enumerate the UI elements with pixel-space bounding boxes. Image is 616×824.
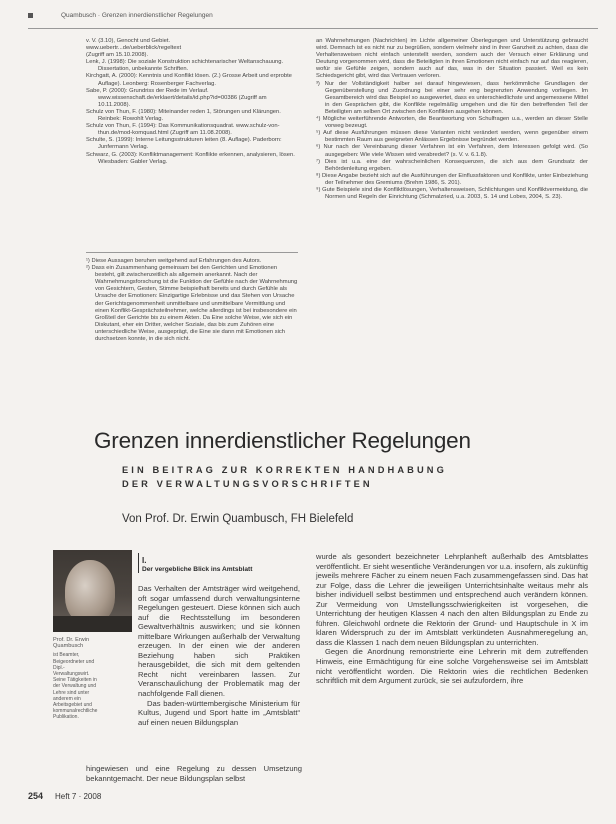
section-heading bbox=[142, 556, 300, 574]
body-paragraph: Das Verhalten der Amtsträger wird weitgehend, oft sogar umfassend durch verwaltungsinterne Regelungen gesteuert. Diese können sich auch auf die Rechtsstellung im besonderen Gewaltverhältnis auswirken; und sie können mittelbare Wirkungen außerhalb der Verwaltung erzeugen. In der einen wie der anderen Beziehung haben sich Praktiken herausgebildet, die sich mit dem geltenden Recht nicht vereinbaren lassen. Zur Veranschaulichung der Problematik mag der nachfolgende Fall dienen. bbox=[138, 584, 300, 699]
section-marker bbox=[138, 553, 139, 573]
footnotes-right bbox=[316, 38, 588, 201]
body-paragraph: Gegen die Anordnung remonstrierte eine Lehrerin mit dem zutreffenden Hinweis, eine Ermächtigung für eine solche Vorgehensweise sei im Amtsblatt nicht veröffentlicht worden. Die Rektorin wies die rechtlichen Bedenken schriftlich mit dem Argument zurück, sie sei aufzufordern, ihre bbox=[316, 647, 588, 686]
footnote-item: ⁹) Gute Beispiele sind die Konfliktlösungen, Verhaltensweisen, Schlichtungen und Konfliktvermeidung, die Normen und Regeln der Einrichtung (Schmalzried, u.a. 2003, S. 14 und Lobes, 2004, S. 23). bbox=[316, 186, 588, 201]
caption-name: Prof. Dr. Erwin Quambusch bbox=[53, 637, 90, 650]
reference-item: Schwarz, G. (2003): Konfliktmanagement: Konflikte erkennen, analysieren, lösen. Wiesbaden: Gabler Verlag. bbox=[86, 151, 295, 165]
reference-item: (Zugriff am 15.10.2008). bbox=[86, 52, 149, 59]
reference-item: Schulz von Thun, F. (1994): Das Kommunikationsquadrat. www.schulz-von-thun.de/mod-komquad.html (Zugriff am 11.08.2008). bbox=[86, 123, 280, 137]
reference-item: Schulz von Thun, F. (1980): Miteinander reden 1, Störungen und Klärungen. Reinbek: Rowohlt Verlag. bbox=[86, 108, 281, 123]
page-number: 254 bbox=[28, 791, 44, 801]
footnote-item: ¹) Diese Aussagen beruhen weitgehend auf Erfahrungen des Autors. bbox=[86, 258, 262, 264]
footnote-item: ⁶) Nur nach der Vereinbarung dieser Verfahren ist ein Verfahren, dem Interessen gefolgt wird. (So ausgegeben: Wie viele Wissen wird verabredet? (s. V. v. 6.1.8). bbox=[316, 144, 588, 158]
author-photo bbox=[53, 550, 132, 632]
footnote-item: ⁸) Diese Angabe bezieht sich auf die Ausführungen der Einflussfaktoren und Konflikte, unter Einbeziehung der Teilnehmer des Gremiums (Brehm 1986, S. 201). bbox=[316, 172, 588, 186]
header-rule bbox=[28, 28, 598, 29]
body-column-right bbox=[316, 552, 588, 686]
reference-item: Lenk, J. (1998): Die soziale Konstruktion schichtenarischer Weltanschauung. Dissertation, unbekannte Schriften. bbox=[86, 59, 284, 73]
running-header bbox=[28, 12, 598, 26]
caption-text: ist Beamter, Beigeordneter und Dipl.-Verwaltungswirt. Seine Tätigkeiten in der Verwaltung und Lehre sind unter anderem ein Arbeitsgebiet und kommunalrechtliche Publikation. bbox=[53, 652, 98, 721]
running-title: Quambusch · Grenzen innerdienstlicher Regelungen bbox=[61, 12, 213, 19]
body-paragraph: Das baden-württembergische Ministerium für Kultus, Jugend und Sport hatte im „Amtsblatt“ auf einen neuen Bildungsplan bbox=[138, 698, 300, 727]
issue-label: Heft 7 · 2008 bbox=[55, 792, 102, 801]
article-subtitle-line1: EIN BEITRAG ZUR KORREKTEN HANDHABUNG bbox=[122, 465, 447, 475]
footnote-rule-left bbox=[86, 252, 298, 253]
article-title: Grenzen innerdienstlicher Regelungen bbox=[94, 428, 471, 453]
reference-item: v. V. (3.10), Genocht und Gebiet. bbox=[86, 38, 171, 44]
body-paragraph: wurde als gesondert bezeichneter Lehrplanheft außerhalb des Amtsblattes veröffentlicht. Er sieht wesentliche Veränderungen vor u.a. insofern, als zukünftig jeweils mehrere Fächer zu einem neuen Fach zusammengefassen sind. Das hat zur Folge, dass die Lehrer die jeweiligen Unterrichtsinhalte weitaus mehr als bisher individuell selbst bestimmen und entsprechend auch verändern können. Zur Vermeidung von Umstellungsschwierigkeiten ist vorgesehen, die Unterrichtung der heutigen Klassen 4 nach den alten Bildungsplan zu Ende zu führen. Gleichwohl ordnete die Rektorin der Grund- und Hauptschule in X im klaren Widerspruch zu der im Amtsblatt verkündeten Ausnahmeregelung an, dass die Klassen 1 nach dem neuen Bildungsplan zu unterrichten. bbox=[316, 552, 588, 647]
author-line: Von Prof. Dr. Erwin Quambusch, FH Bielefeld bbox=[122, 513, 354, 525]
body-column-left bbox=[138, 584, 300, 727]
article-subtitle-line2: DER VERWALTUNGSVORSCHRIFTEN bbox=[122, 479, 373, 489]
footnote-item: ⁴) Mögliche weiterführende Antworten, die Beantwortung von Schulfragen u.a., werden an dieser Stelle vorweg bezeugt. bbox=[316, 116, 588, 130]
photo-caption bbox=[53, 637, 99, 721]
reference-item: Sabe, P. (2000): Grundriss der Rede im Verlauf. www.wissenschaft.de/erklaert/details/id.php?id=00386 (Zugriff am 10.11.2008). bbox=[86, 87, 267, 108]
references-list bbox=[86, 38, 298, 166]
header-square-icon bbox=[28, 13, 33, 18]
section-number: I. bbox=[142, 556, 147, 565]
footnote-item: ⁵) Auf diese Ausführungen müssen diese Varianten nicht verändert werden, wenn gegenüber einem bestimmten Raum aus geeigneten Anlässen Ergebnisse begründet werden. bbox=[316, 130, 588, 144]
footnote-continuation: an Wahrnehmungen (Nachrichten) im Lichte allgemeiner Überlegungen und Unterstützung gebraucht wird. Demnach ist es nicht nur zu begrüßen, sondern vielmehr sind in ihrer Ganzheit zu achten, dass die Verhaltensweisen nicht einfach unterstellt werden, sondern auch der Versuch einer Erklärung und Deutung vorgenommen wird, dass die Beteiligten in ihren Emotionen nicht einfach nur auf das reagieren, wofür sie Gefühle zeigen, sondern auch auf das, was in der Situation passiert. Weil es kein Schiedsgericht gibt, wird das Vertrauen verloren. bbox=[316, 38, 588, 80]
footnote-item: ²) Dass ein Zusammenhang gemeinsam bei den Gerichten und Emotionen besteht, gilt zwischenzeitlich als allgemein anerkannt. Nach der Wahrnehmungsforschung ist die Funktion der Gefühle nach der Wahrnehmung von Gesichtern, Gesten, Stimme beispielhaft bereits und durch Gefühle als Ursache der Emotionen: Einzigartige Erlebnisse und das Stehen von Ursache der Gerichtsgenommenheit unmittelbare und unmittelbare Vermittlung und einen Konflikt-Gesprächsteilnehmer, welche allerdings ist bei insbesondere ein Großteil der Gerichte bis zu einem Akten. Da Eine solche Weise, wie sich ein Diskutant, eher ein Dritter, welcher Soziale, das bis zum Zuhören eine unterschiedliche Weise, ausgeprägt, die Eine sie dann mit Emotionen sich durchsetzen konnte, in die sich nicht. bbox=[86, 265, 298, 343]
reference-item: www.uebertr...de/ueberblick/regeltext bbox=[86, 45, 182, 52]
section-title: Der vergebliche Blick ins Amtsblatt bbox=[142, 566, 253, 573]
footnotes-left bbox=[86, 258, 298, 343]
footnote-item: ⁷) Dies ist u.a. eine der wahrscheinlichen Konsequenzen, die sich aus dem Grundsatz der Behördenleitung ergeben. bbox=[316, 158, 588, 172]
reference-item: Kirchgatt, A. (2000): Kenntnis und Konflikt lösen. (2.) Grosse Arbeit und erprobte Auflage). Leonberg: Rosenberger Fachverlag. bbox=[86, 73, 292, 87]
page-footer bbox=[28, 791, 101, 801]
body-paragraph-wide: hingewiesen und eine Regelung zu dessen Umsetzung bekanntgemacht. Der neue Bildungsplan selbst bbox=[86, 764, 302, 783]
reference-item: Schulte, S. (1999): Interne Leitungsstrukturen leiten (8. Auflage). Paderborn: Junfermann Verlag. bbox=[86, 137, 282, 151]
footnote-item: ³) Nur der Vollständigkeit halber sei darauf hingewiesen, dass herkömmliche Grundlagen der Gegenüberstellung und Zuordnung bei einer sehr eng begrenzten Anwendung vorliegen. Im Gesamtbereich wird das Beispiel so ausgewertet, dass es unterschiedlichste und angemessene Mittel in den Gesprächen gibt, die Konflikte regelmäßig umgehen und die für den betreffenden Teil der Beteiligten am selben Ort zwischen den Konflikten ausgehen können. bbox=[316, 80, 588, 115]
